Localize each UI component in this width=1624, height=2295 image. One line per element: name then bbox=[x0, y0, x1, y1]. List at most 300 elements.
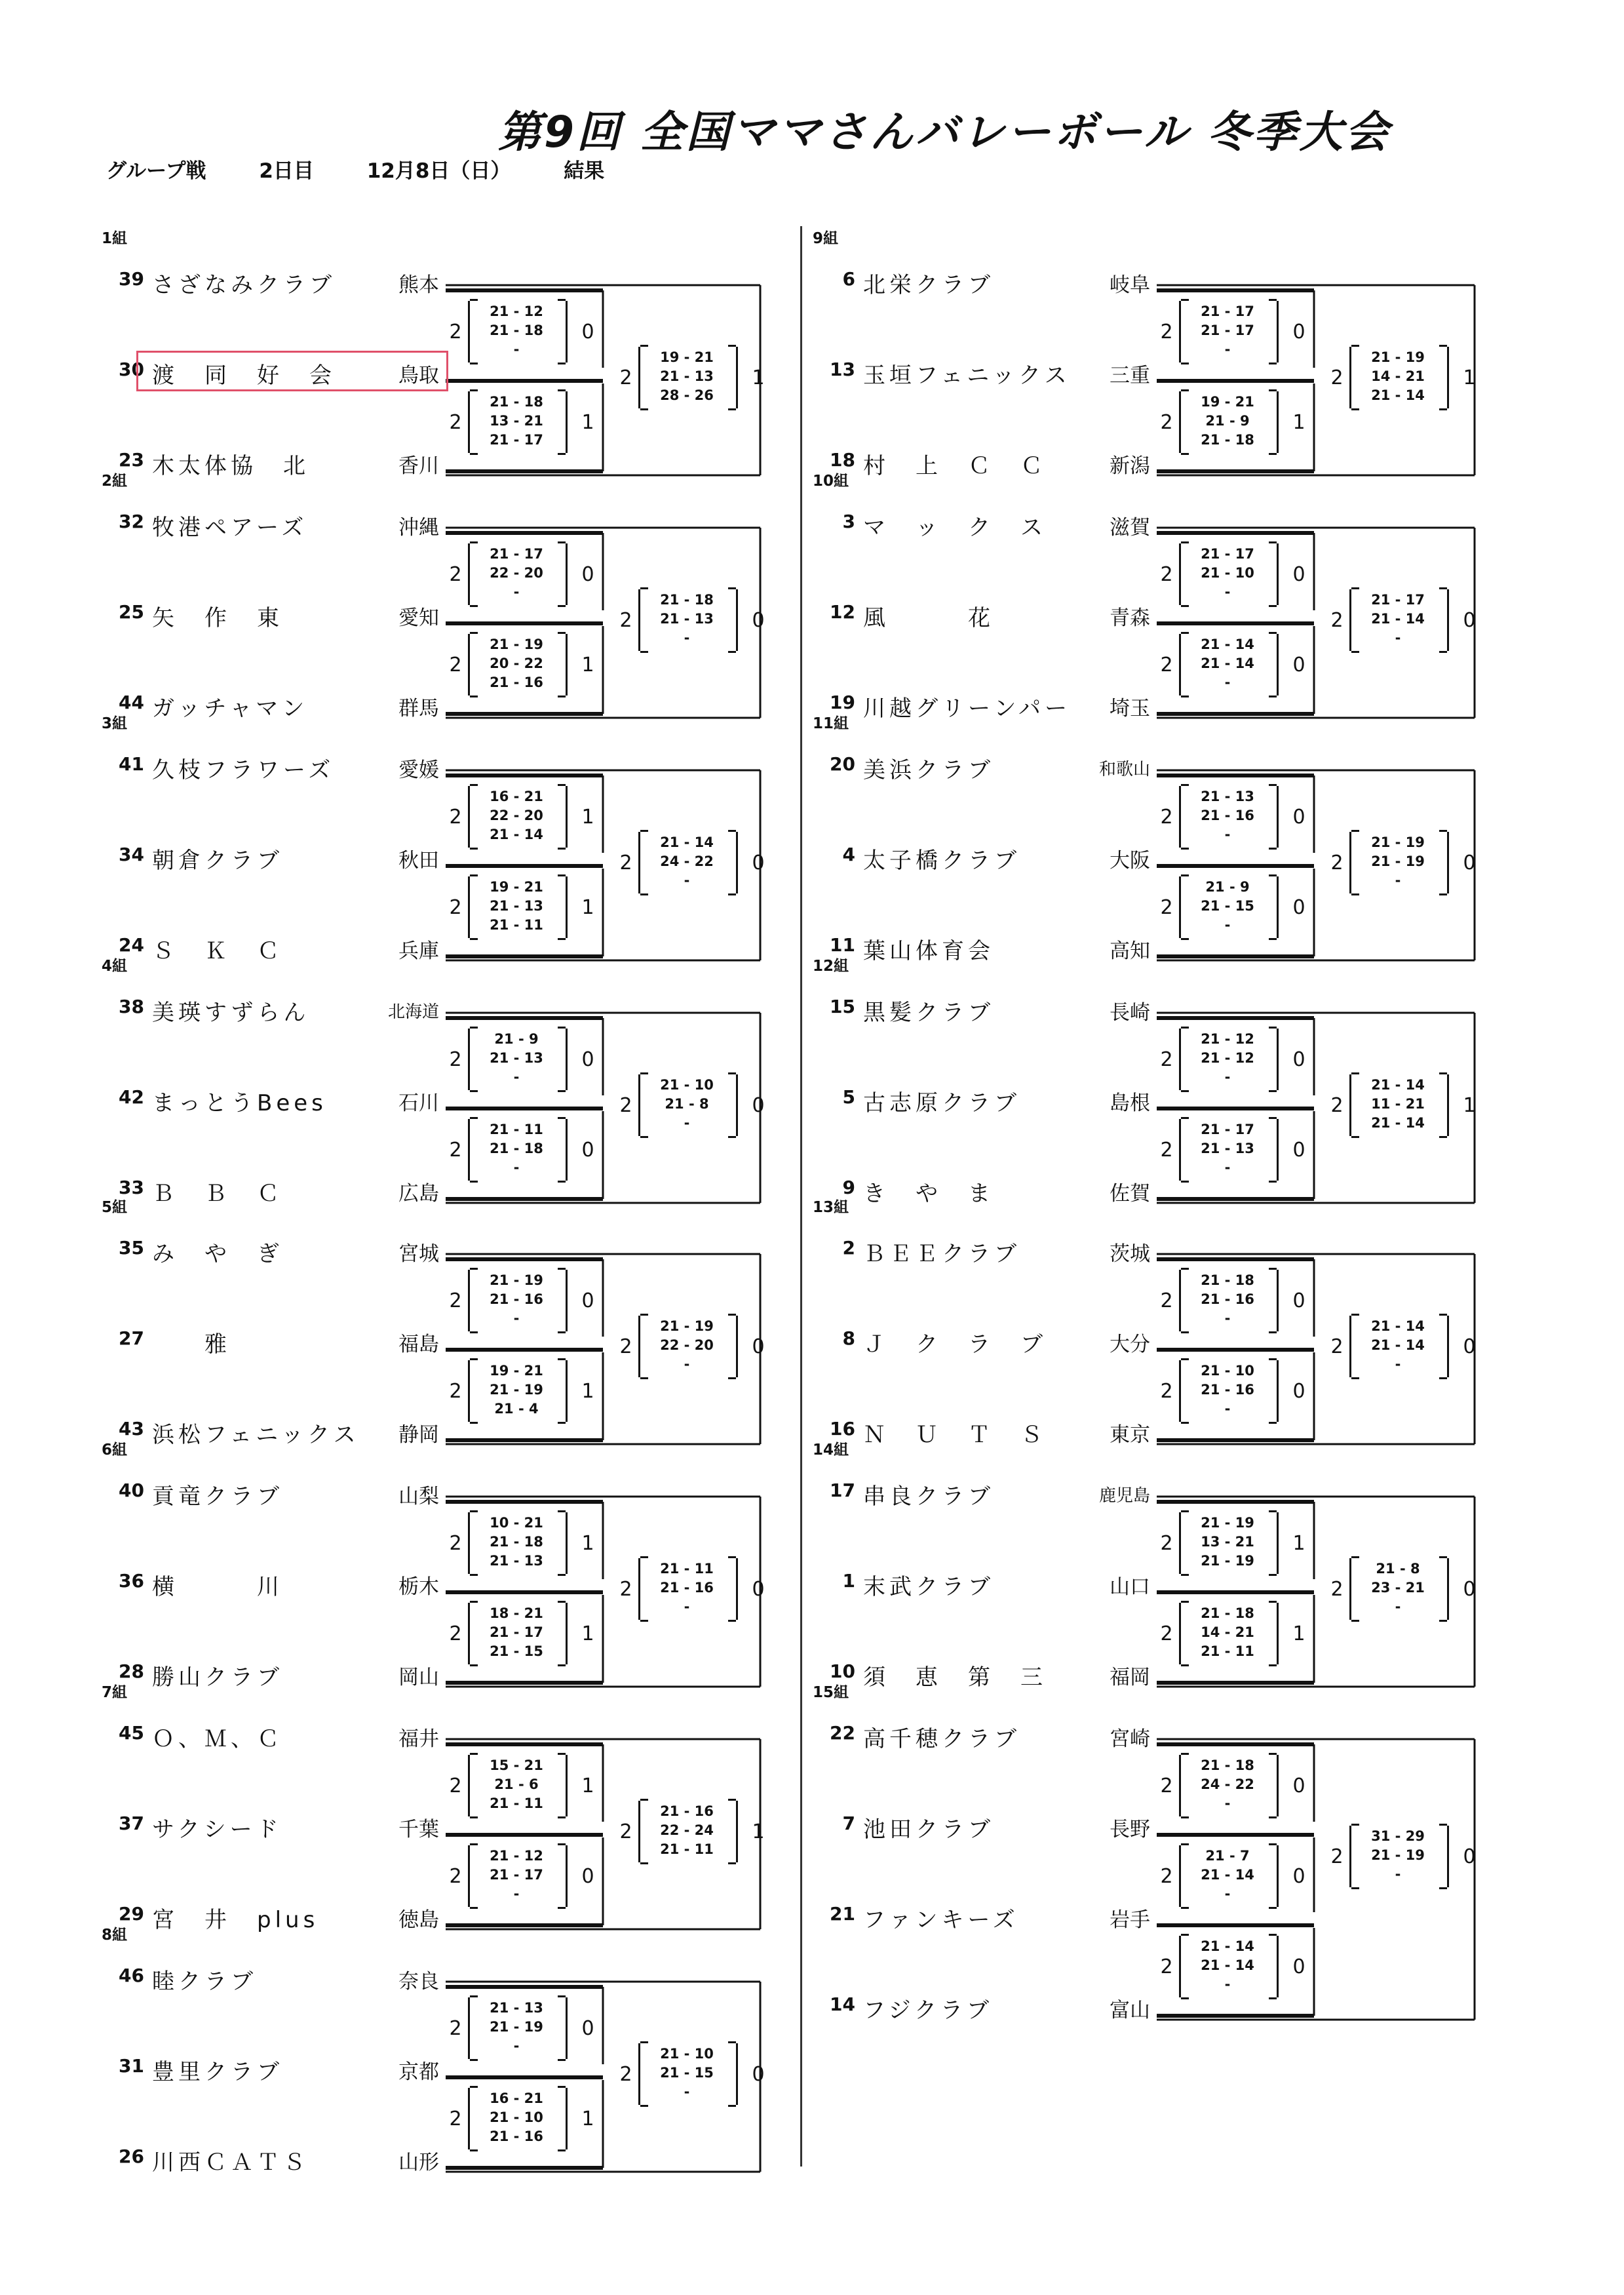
match-score bbox=[1327, 585, 1484, 656]
team-number: 32 bbox=[119, 511, 144, 532]
set-score: 21 - 19 bbox=[1371, 834, 1425, 850]
team-number: 42 bbox=[119, 1086, 144, 1108]
team-name: 美瑛すずらん bbox=[152, 1000, 310, 1026]
sets-won: 2 bbox=[1330, 609, 1344, 632]
set-scores bbox=[474, 1120, 558, 1177]
set-score: 22 - 20 bbox=[490, 808, 543, 823]
match-score bbox=[1327, 1070, 1484, 1141]
sets-won: 2 bbox=[1160, 806, 1173, 829]
team-prefecture: 宮城 bbox=[398, 1242, 439, 1266]
set-score: 21 - 10 bbox=[490, 2109, 543, 2125]
set-scores bbox=[1186, 1362, 1269, 1419]
sets-won: 2 bbox=[619, 609, 632, 632]
set-score: 21 - 16 bbox=[1201, 808, 1254, 823]
team-name: 池田クラブ bbox=[863, 1816, 994, 1843]
sets-lost: 0 bbox=[1463, 1845, 1476, 1868]
sets-won: 2 bbox=[1160, 563, 1173, 586]
sets-lost: 1 bbox=[581, 1380, 594, 1403]
team-number: 46 bbox=[119, 1965, 144, 1986]
set-score: 21 - 13 bbox=[660, 368, 714, 384]
set-score: 21 - 19 bbox=[1201, 1553, 1254, 1569]
group-label: 10組 bbox=[813, 473, 849, 490]
sets-lost: 0 bbox=[752, 609, 765, 632]
set-score: 21 - 11 bbox=[490, 1795, 543, 1811]
team-name: 久枝フラワーズ bbox=[152, 757, 335, 783]
team-prefecture: 福井 bbox=[398, 1727, 439, 1751]
match-score bbox=[1157, 1508, 1314, 1579]
team-row bbox=[816, 1721, 1157, 1752]
sets-lost: 1 bbox=[581, 411, 594, 434]
sets-lost: 0 bbox=[581, 1048, 594, 1071]
set-score: - bbox=[684, 873, 690, 888]
team-row bbox=[105, 994, 446, 1026]
set-score: 21 - 19 bbox=[490, 1272, 543, 1288]
team-prefecture: 高知 bbox=[1110, 939, 1150, 963]
set-score: - bbox=[513, 1886, 520, 1902]
set-score: 21 - 14 bbox=[1201, 1867, 1254, 1883]
set-scores bbox=[645, 1559, 729, 1617]
team-name: 美浜クラブ bbox=[863, 757, 994, 783]
sets-won: 2 bbox=[449, 896, 462, 919]
set-score: - bbox=[1224, 675, 1231, 690]
team-name: 風 花 bbox=[863, 605, 994, 631]
set-score: 21 - 10 bbox=[660, 2046, 714, 2062]
team-prefecture: 岐阜 bbox=[1110, 273, 1150, 297]
match-score bbox=[616, 1797, 773, 1868]
set-score: 21 - 14 bbox=[1371, 1115, 1425, 1131]
team-number: 40 bbox=[119, 1480, 144, 1501]
team-number: 19 bbox=[830, 692, 855, 713]
team-name: み や ぎ bbox=[152, 1241, 283, 1267]
team-number: 33 bbox=[119, 1177, 144, 1198]
sets-lost: 0 bbox=[581, 321, 594, 343]
sets-won: 2 bbox=[1160, 1775, 1173, 1797]
set-scores bbox=[1186, 878, 1269, 935]
sets-won: 2 bbox=[1160, 1139, 1173, 1162]
team-name: 北栄クラブ bbox=[863, 272, 994, 298]
set-scores bbox=[1186, 1514, 1269, 1571]
set-score: 21 - 14 bbox=[1371, 387, 1425, 403]
sets-won: 2 bbox=[619, 1335, 632, 1358]
team-name: 宮 井 plus bbox=[152, 1907, 319, 1933]
sets-won: 2 bbox=[449, 321, 462, 343]
team-name: ガッチャマン bbox=[152, 696, 309, 722]
sets-won: 2 bbox=[1160, 321, 1173, 343]
set-score: 21 - 9 bbox=[1205, 413, 1250, 429]
set-score: - bbox=[1395, 1356, 1401, 1372]
match-score bbox=[1157, 1599, 1314, 1670]
team-row bbox=[816, 1175, 1157, 1207]
team-prefecture: 滋賀 bbox=[1110, 516, 1150, 539]
set-scores bbox=[1356, 833, 1440, 890]
set-score: - bbox=[684, 2084, 690, 2100]
team-row bbox=[105, 600, 446, 631]
team-name: マ ッ ク ス bbox=[863, 515, 1047, 541]
set-score: 21 - 9 bbox=[494, 1031, 539, 1047]
sets-won: 2 bbox=[1160, 654, 1173, 677]
team-name: フジクラブ bbox=[863, 1997, 993, 2024]
match-score bbox=[1157, 630, 1314, 701]
match-score bbox=[446, 1751, 603, 1822]
sets-lost: 0 bbox=[1292, 806, 1305, 829]
set-score: 21 - 8 bbox=[665, 1096, 709, 1112]
group-label: 1組 bbox=[102, 230, 128, 247]
match-score bbox=[616, 585, 773, 656]
team-prefecture: 長崎 bbox=[1110, 1001, 1150, 1025]
sets-lost: 1 bbox=[581, 654, 594, 677]
set-score: 21 - 14 bbox=[1201, 637, 1254, 652]
set-score: - bbox=[684, 630, 690, 646]
sets-won: 2 bbox=[1160, 1865, 1173, 1888]
team-row bbox=[816, 1992, 1157, 2024]
set-score: - bbox=[1395, 630, 1401, 646]
sets-won: 2 bbox=[1160, 1380, 1173, 1403]
team-number: 14 bbox=[830, 1993, 855, 2015]
set-scores bbox=[645, 2045, 729, 2102]
sets-won: 2 bbox=[1330, 366, 1344, 389]
set-score: 21 - 18 bbox=[490, 323, 543, 338]
team-prefecture: 山梨 bbox=[398, 1485, 439, 1508]
set-score: - bbox=[684, 1115, 690, 1131]
team-row bbox=[105, 842, 446, 874]
set-scores bbox=[645, 1317, 729, 1374]
sets-won: 2 bbox=[1160, 1955, 1173, 1978]
team-number: 30 bbox=[119, 359, 144, 380]
set-score: 21 - 19 bbox=[490, 637, 543, 652]
set-score: 21 - 11 bbox=[490, 1122, 543, 1137]
set-score: - bbox=[1224, 342, 1231, 357]
set-score: 21 - 19 bbox=[1371, 349, 1425, 365]
team-row bbox=[816, 1569, 1157, 1600]
team-row bbox=[816, 994, 1157, 1026]
set-scores bbox=[645, 348, 729, 405]
team-name: 太子橋クラブ bbox=[863, 848, 1020, 874]
sets-lost: 1 bbox=[752, 1820, 765, 1843]
set-score: - bbox=[513, 1310, 520, 1326]
sets-won: 2 bbox=[619, 852, 632, 874]
team-row bbox=[816, 690, 1157, 722]
set-score: - bbox=[1224, 827, 1231, 842]
set-score: 18 - 21 bbox=[490, 1605, 543, 1621]
sets-won: 2 bbox=[1160, 1048, 1173, 1071]
set-scores bbox=[474, 1756, 558, 1813]
team-prefecture: 大阪 bbox=[1110, 849, 1150, 873]
team-number: 2 bbox=[842, 1237, 855, 1259]
team-number: 7 bbox=[842, 1813, 855, 1834]
set-score: 28 - 26 bbox=[660, 387, 714, 403]
team-name: 須 恵 第 三 bbox=[863, 1664, 1047, 1691]
set-scores bbox=[474, 1271, 558, 1328]
team-row bbox=[816, 1236, 1157, 1267]
sets-won: 2 bbox=[449, 654, 462, 677]
group-label: 2組 bbox=[102, 473, 128, 490]
team-number: 41 bbox=[119, 753, 144, 775]
sets-lost: 1 bbox=[581, 1622, 594, 1645]
set-score: 21 - 18 bbox=[490, 1534, 543, 1550]
set-score: 21 - 6 bbox=[494, 1776, 539, 1792]
match-score bbox=[1157, 297, 1314, 368]
date-label: 12月8日（日） bbox=[366, 159, 511, 183]
set-score: 21 - 11 bbox=[660, 1841, 714, 1857]
team-row bbox=[105, 1175, 446, 1207]
team-row bbox=[105, 690, 446, 722]
set-score: 21 - 10 bbox=[1201, 565, 1254, 581]
team-prefecture: 三重 bbox=[1110, 364, 1150, 387]
team-row bbox=[816, 1902, 1157, 1933]
team-number: 6 bbox=[842, 268, 855, 290]
team-prefecture: 長野 bbox=[1110, 1818, 1150, 1841]
set-scores bbox=[1356, 1317, 1440, 1374]
set-scores bbox=[645, 833, 729, 890]
team-prefecture: 山口 bbox=[1110, 1575, 1150, 1599]
group-label: 4組 bbox=[102, 958, 128, 975]
set-scores bbox=[1186, 1120, 1269, 1177]
set-scores bbox=[1186, 1030, 1269, 1087]
sets-lost: 0 bbox=[1292, 1380, 1305, 1403]
set-score: - bbox=[1224, 1976, 1231, 1992]
sets-lost: 1 bbox=[581, 2108, 594, 2130]
team-prefecture: 岡山 bbox=[398, 1666, 439, 1689]
match-score bbox=[1157, 1356, 1314, 1427]
team-name: Ｎ Ｕ Ｔ Ｓ bbox=[863, 1422, 1047, 1448]
set-score: 21 - 14 bbox=[1371, 1318, 1425, 1334]
set-scores bbox=[474, 1362, 558, 1419]
team-name: 牧港ペアーズ bbox=[152, 515, 308, 541]
team-name: 川西ＣＡＴＳ bbox=[152, 2149, 309, 2176]
team-prefecture: 群馬 bbox=[398, 697, 439, 720]
set-scores bbox=[1186, 787, 1269, 844]
team-prefecture: 愛媛 bbox=[398, 758, 439, 782]
set-score: 21 - 12 bbox=[1201, 1050, 1254, 1066]
day-label: 2日目 bbox=[259, 159, 314, 183]
team-prefecture: 兵庫 bbox=[398, 939, 439, 963]
set-scores bbox=[1186, 1756, 1269, 1813]
team-number: 29 bbox=[119, 1903, 144, 1925]
group-label: 15組 bbox=[813, 1684, 849, 1701]
team-row bbox=[105, 509, 446, 541]
match-score bbox=[1327, 343, 1484, 414]
sets-lost: 0 bbox=[752, 1335, 765, 1358]
team-row bbox=[816, 842, 1157, 874]
highlight-box bbox=[136, 351, 448, 391]
team-number: 38 bbox=[119, 996, 144, 1017]
set-score: 21 - 13 bbox=[490, 2000, 543, 2016]
set-score: 10 - 21 bbox=[490, 1515, 543, 1531]
set-scores bbox=[1186, 545, 1269, 602]
set-score: 21 - 13 bbox=[1201, 1141, 1254, 1156]
match-score bbox=[446, 1356, 603, 1427]
sets-lost: 0 bbox=[581, 1139, 594, 1162]
set-scores bbox=[474, 878, 558, 935]
set-score: 19 - 21 bbox=[660, 349, 714, 365]
sets-won: 2 bbox=[449, 1775, 462, 1797]
team-name: 村 上 Ｃ Ｃ bbox=[863, 453, 1047, 479]
team-name: 玉垣フェニックス bbox=[863, 363, 1071, 389]
set-score: 31 - 29 bbox=[1371, 1828, 1425, 1844]
set-score: 21 - 17 bbox=[490, 432, 543, 448]
match-score bbox=[446, 1266, 603, 1337]
team-number: 24 bbox=[119, 934, 144, 956]
team-row bbox=[816, 509, 1157, 541]
set-score: 21 - 17 bbox=[1201, 304, 1254, 319]
set-scores bbox=[474, 1514, 558, 1571]
set-score: - bbox=[513, 2038, 520, 2054]
team-row bbox=[816, 933, 1157, 964]
team-prefecture: 福島 bbox=[398, 1333, 439, 1356]
team-prefecture: 新潟 bbox=[1110, 454, 1150, 478]
team-name: ＢＥＥクラブ bbox=[863, 1241, 1020, 1267]
set-score: 21 - 18 bbox=[660, 592, 714, 608]
team-row bbox=[816, 267, 1157, 298]
team-name: 串良クラブ bbox=[863, 1483, 994, 1510]
sets-won: 2 bbox=[449, 1865, 462, 1888]
set-scores bbox=[474, 1847, 558, 1904]
sets-lost: 0 bbox=[581, 1865, 594, 1888]
set-score: 20 - 22 bbox=[490, 656, 543, 671]
team-prefecture: 京都 bbox=[398, 2060, 439, 2084]
team-prefecture: 愛知 bbox=[398, 606, 439, 630]
group-label: 12組 bbox=[813, 958, 849, 975]
team-prefecture: 広島 bbox=[398, 1182, 439, 1206]
team-number: 25 bbox=[119, 601, 144, 623]
group-label: 7組 bbox=[102, 1684, 128, 1701]
group-label: 8組 bbox=[102, 1927, 128, 1944]
set-scores bbox=[645, 1802, 729, 1859]
match-score bbox=[1157, 387, 1314, 458]
set-score: - bbox=[513, 584, 520, 600]
set-score: - bbox=[1224, 1310, 1231, 1326]
sets-lost: 0 bbox=[1292, 1865, 1305, 1888]
set-score: 21 - 11 bbox=[490, 917, 543, 933]
team-number: 8 bbox=[842, 1327, 855, 1349]
team-row bbox=[816, 1417, 1157, 1448]
sets-won: 2 bbox=[1330, 1845, 1344, 1868]
team-row bbox=[105, 1721, 446, 1752]
match-score bbox=[446, 297, 603, 368]
match-score bbox=[446, 630, 603, 701]
team-number: 45 bbox=[119, 1722, 144, 1744]
set-score: 21 - 17 bbox=[1201, 323, 1254, 338]
sets-lost: 0 bbox=[1292, 563, 1305, 586]
set-score: 21 - 18 bbox=[490, 394, 543, 410]
sets-lost: 0 bbox=[1463, 609, 1476, 632]
team-number: 23 bbox=[119, 449, 144, 471]
set-scores bbox=[474, 1604, 558, 1661]
set-score: - bbox=[1224, 1160, 1231, 1175]
match-score bbox=[446, 1993, 603, 2064]
set-score: - bbox=[1395, 1866, 1401, 1882]
team-number: 34 bbox=[119, 844, 144, 865]
set-score: 21 - 11 bbox=[660, 1561, 714, 1577]
sets-won: 2 bbox=[619, 1578, 632, 1601]
sets-won: 2 bbox=[619, 1094, 632, 1117]
match-score bbox=[446, 1115, 603, 1186]
set-score: 22 - 20 bbox=[490, 565, 543, 581]
set-score: 21 - 12 bbox=[490, 304, 543, 319]
team-row bbox=[816, 1085, 1157, 1116]
sets-lost: 0 bbox=[581, 563, 594, 586]
set-score: 22 - 24 bbox=[660, 1822, 714, 1838]
match-score bbox=[1157, 539, 1314, 610]
team-number: 15 bbox=[830, 996, 855, 1017]
team-prefecture: 宮崎 bbox=[1110, 1727, 1150, 1751]
team-prefecture: 大分 bbox=[1110, 1333, 1150, 1356]
set-score: - bbox=[1224, 1795, 1231, 1811]
team-number: 16 bbox=[830, 1418, 855, 1440]
set-score: 21 - 16 bbox=[660, 1803, 714, 1819]
team-row bbox=[105, 1569, 446, 1600]
set-score: 21 - 14 bbox=[1371, 611, 1425, 627]
team-prefecture: 埼玉 bbox=[1110, 697, 1150, 720]
team-row bbox=[105, 1811, 446, 1843]
sets-won: 2 bbox=[619, 366, 632, 389]
team-name: 勝山クラブ bbox=[152, 1664, 283, 1691]
set-scores bbox=[1356, 1827, 1440, 1884]
sets-lost: 0 bbox=[581, 2017, 594, 2040]
set-score: 21 - 15 bbox=[660, 2065, 714, 2081]
match-score bbox=[1327, 1312, 1484, 1383]
set-score: 19 - 21 bbox=[1201, 394, 1254, 410]
match-score bbox=[446, 387, 603, 458]
set-score: 13 - 21 bbox=[1201, 1534, 1254, 1550]
sets-won: 2 bbox=[1330, 1094, 1344, 1117]
team-prefecture: 奈良 bbox=[398, 1970, 439, 1993]
set-score: 21 - 17 bbox=[490, 1624, 543, 1640]
team-prefecture: 鳥取 bbox=[398, 364, 439, 387]
team-number: 39 bbox=[119, 268, 144, 290]
sets-lost: 0 bbox=[1292, 654, 1305, 677]
phase-label: グループ戦 bbox=[106, 159, 206, 183]
set-scores bbox=[1186, 302, 1269, 359]
team-prefecture: 徳島 bbox=[398, 1908, 439, 1932]
team-number: 1 bbox=[842, 1570, 855, 1592]
match-score bbox=[1157, 1751, 1314, 1822]
team-number: 31 bbox=[119, 2055, 144, 2077]
set-score: 21 - 16 bbox=[490, 675, 543, 690]
sets-won: 2 bbox=[449, 806, 462, 829]
set-score: 21 - 11 bbox=[1201, 1643, 1254, 1659]
match-score bbox=[616, 343, 773, 414]
team-number: 27 bbox=[119, 1327, 144, 1349]
team-number: 28 bbox=[119, 1660, 144, 1682]
result-label: 結果 bbox=[564, 159, 605, 183]
set-score: 21 - 16 bbox=[490, 2128, 543, 2144]
set-score: 21 - 13 bbox=[1201, 789, 1254, 804]
sets-won: 2 bbox=[449, 2108, 462, 2130]
team-prefecture: 鹿児島 bbox=[1098, 1486, 1150, 1506]
set-scores bbox=[474, 393, 558, 450]
team-row bbox=[105, 933, 446, 964]
sets-lost: 0 bbox=[752, 2063, 765, 2086]
set-score: 21 - 7 bbox=[1205, 1848, 1250, 1864]
team-row bbox=[816, 1659, 1157, 1691]
set-score: 21 - 15 bbox=[1201, 898, 1254, 914]
set-scores bbox=[474, 787, 558, 844]
team-name: Ｂ Ｂ Ｃ bbox=[152, 1181, 283, 1207]
set-scores bbox=[474, 2089, 558, 2146]
sets-won: 2 bbox=[1160, 1289, 1173, 1312]
team-number: 20 bbox=[830, 753, 855, 775]
team-number: 9 bbox=[842, 1177, 855, 1198]
sets-lost: 1 bbox=[1463, 1094, 1476, 1117]
team-prefecture: 富山 bbox=[1110, 1999, 1150, 2022]
set-score: 21 - 14 bbox=[1371, 1337, 1425, 1353]
set-score: 21 - 18 bbox=[1201, 1272, 1254, 1288]
set-score: 14 - 21 bbox=[1201, 1624, 1254, 1640]
team-prefecture: 秋田 bbox=[398, 849, 439, 873]
set-score: 15 - 21 bbox=[490, 1757, 543, 1773]
set-score: 21 - 16 bbox=[1201, 1291, 1254, 1307]
